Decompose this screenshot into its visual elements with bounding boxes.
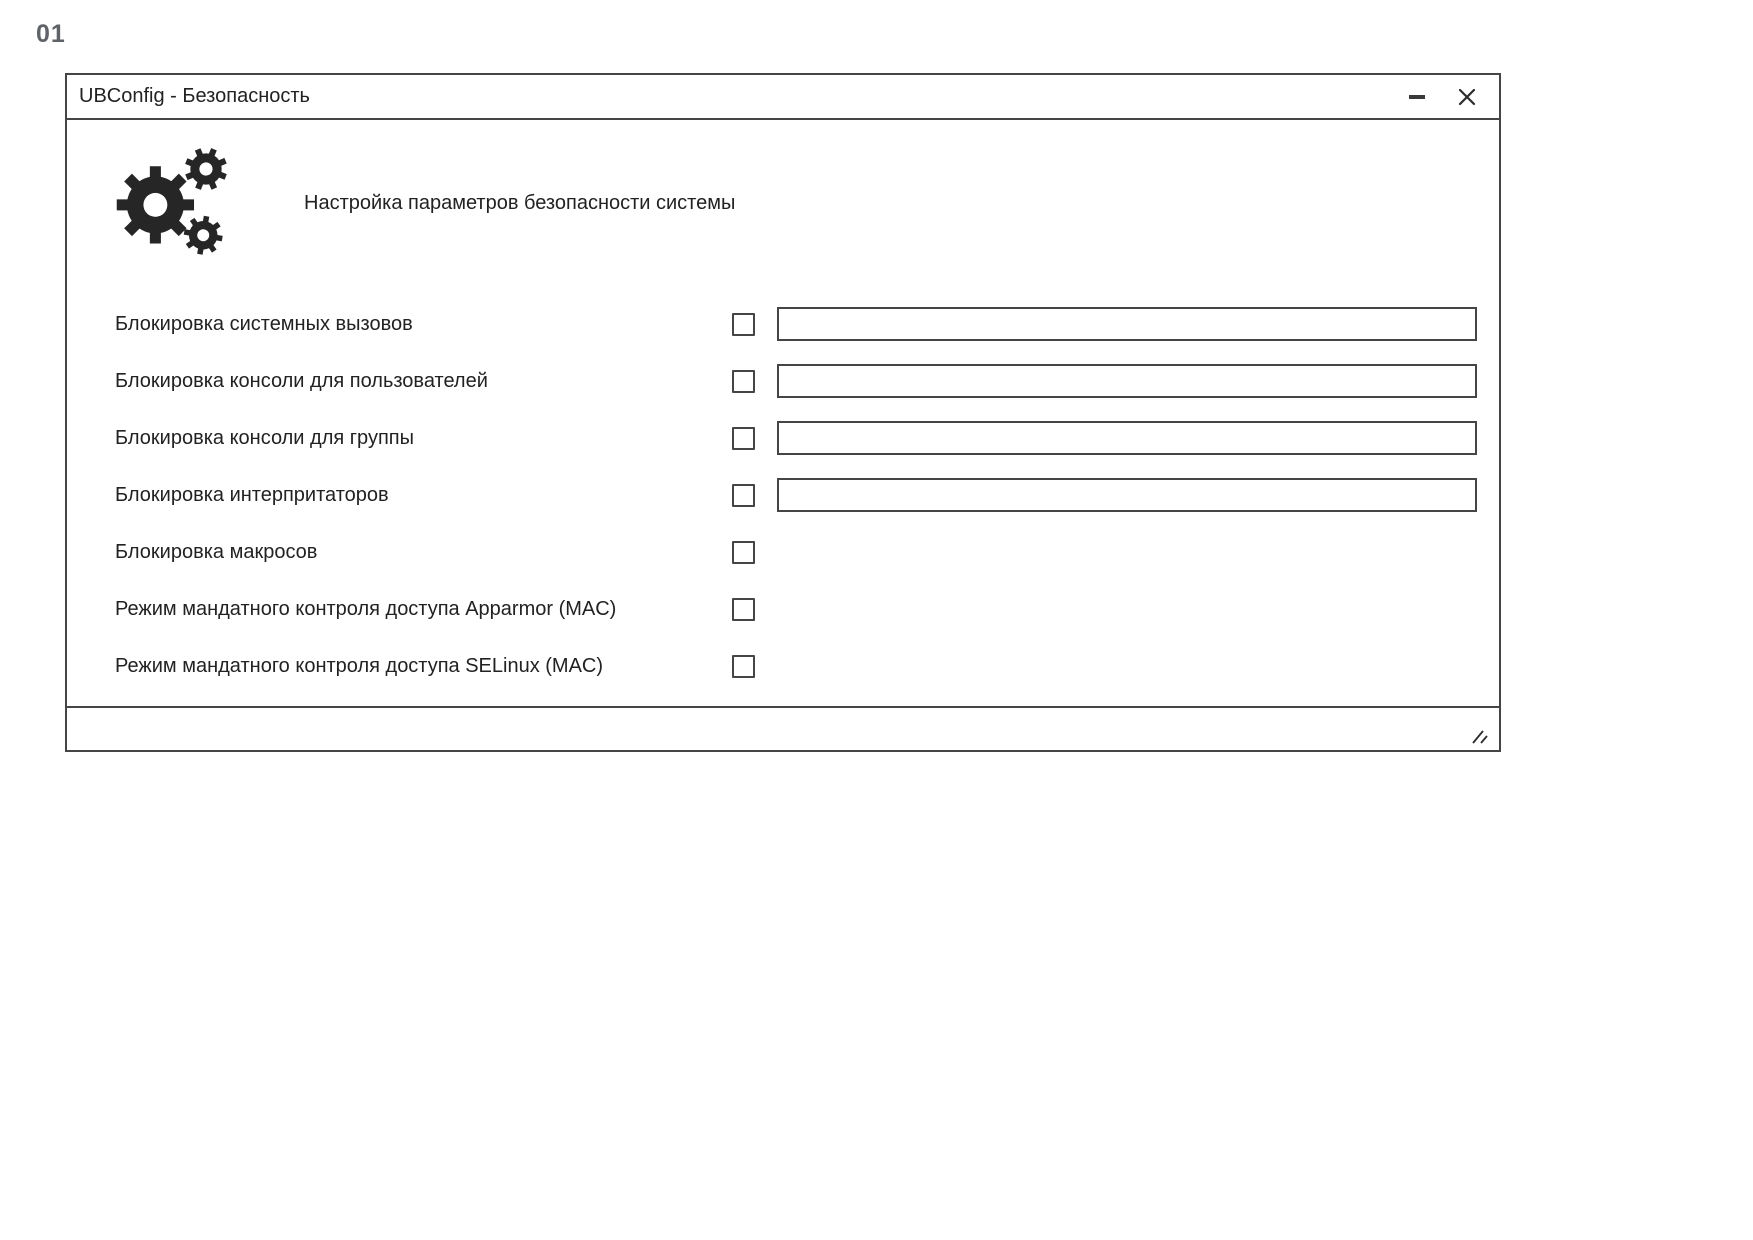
window-title: UBConfig - Безопасность bbox=[79, 85, 310, 107]
setting-row-block-console-users bbox=[67, 364, 1499, 398]
block-console-users-checkbox[interactable] bbox=[732, 370, 755, 393]
setting-row-block-interpreters bbox=[67, 478, 1499, 512]
ubconfig-security-window bbox=[65, 73, 1501, 752]
setting-row-block-console-group bbox=[67, 421, 1499, 455]
window-content bbox=[67, 120, 1499, 706]
setting-label: Режим мандатного контроля доступа SELinux (MAC) bbox=[115, 654, 604, 677]
setting-label: Блокировка консоли для пользователей bbox=[115, 369, 488, 392]
setting-row-selinux-mac bbox=[67, 649, 1499, 683]
block-interpreters-input[interactable] bbox=[777, 478, 1477, 512]
block-syscalls-checkbox[interactable] bbox=[732, 313, 755, 336]
header bbox=[112, 146, 1499, 261]
gears-icon bbox=[112, 146, 242, 261]
close-button[interactable] bbox=[1453, 83, 1481, 111]
selinux-mac-checkbox[interactable] bbox=[732, 655, 755, 678]
page-number-label: 01 bbox=[36, 20, 66, 48]
setting-label: Блокировка интерпритаторов bbox=[115, 483, 389, 506]
apparmor-mac-checkbox[interactable] bbox=[732, 598, 755, 621]
close-icon bbox=[1456, 86, 1478, 108]
block-syscalls-input[interactable] bbox=[777, 307, 1477, 341]
minimize-icon bbox=[1409, 95, 1425, 99]
minimize-button[interactable] bbox=[1403, 83, 1431, 111]
block-console-users-input[interactable] bbox=[777, 364, 1477, 398]
statusbar bbox=[67, 706, 1499, 750]
settings-rows bbox=[67, 307, 1499, 683]
header-description: Настройка параметров безопасности системы bbox=[304, 192, 736, 214]
setting-label: Блокировка макросов bbox=[115, 540, 318, 563]
resize-grip-icon[interactable] bbox=[1467, 728, 1491, 746]
window-titlebar[interactable] bbox=[67, 75, 1499, 120]
block-console-group-input[interactable] bbox=[777, 421, 1477, 455]
block-macros-checkbox[interactable] bbox=[732, 541, 755, 564]
setting-label: Блокировка консоли для группы bbox=[115, 426, 414, 449]
block-console-group-checkbox[interactable] bbox=[732, 427, 755, 450]
setting-row-apparmor-mac bbox=[67, 592, 1499, 626]
block-interpreters-checkbox[interactable] bbox=[732, 484, 755, 507]
setting-label: Режим мандатного контроля доступа Apparmor (MAC) bbox=[115, 597, 617, 620]
setting-label: Блокировка системных вызовов bbox=[115, 312, 413, 335]
setting-row-block-macros bbox=[67, 535, 1499, 569]
setting-row-block-syscalls bbox=[67, 307, 1499, 341]
